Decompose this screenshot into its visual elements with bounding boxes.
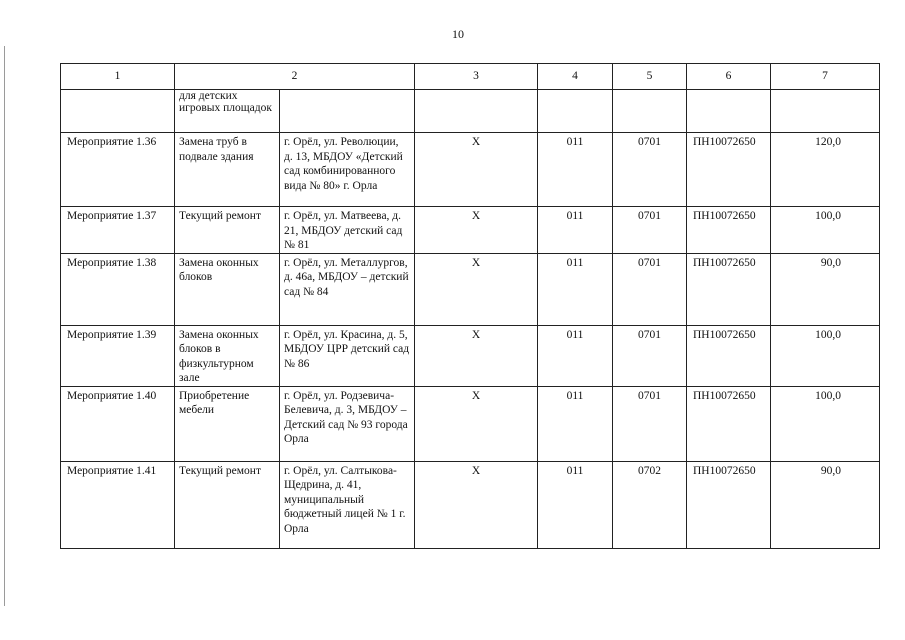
cell-col4: 011 [538,133,613,207]
cell-col5: 0701 [613,207,687,254]
cell-address: г. Орёл, ул. Матвеева, д. 21, МБДОУ детский сад № 81 [280,207,415,254]
cell-col6: ПН10072650 [687,325,771,386]
cell-address [280,90,415,133]
cell-address: г. Орёл, ул. Родзевича-Белевича, д. 3, МБДОУ – Детский сад № 93 города Орла [280,386,415,461]
cell-col4: 011 [538,461,613,548]
cell-address: г. Орёл, ул. Металлургов, д. 46а, МБДОУ – детский сад № 84 [280,253,415,325]
cell-col5: 0702 [613,461,687,548]
cell-col7: 100,0 [771,325,880,386]
cell-event: Мероприятие 1.36 [61,133,175,207]
cell-col5 [613,90,687,133]
cell-event: Мероприятие 1.41 [61,461,175,548]
cell-name: для детских игровых площадок [175,90,280,133]
cell-name: Замена труб в подвале здания [175,133,280,207]
cell-col3: Х [415,325,538,386]
cell-col5: 0701 [613,253,687,325]
cell-name: Текущий ремонт [175,461,280,548]
cell-col4: 011 [538,386,613,461]
table-row [61,133,880,207]
cell-event: Мероприятие 1.40 [61,386,175,461]
cell-col3: Х [415,207,538,254]
cell-address: г. Орёл, ул. Салтыкова-Щедрина, д. 41, муниципальный бюджетный лицей № 1 г. Орла [280,461,415,548]
cell-col6 [687,90,771,133]
page-number: 10 [452,27,464,41]
cell-col5: 0701 [613,325,687,386]
header-cell: 5 [613,64,687,90]
cell-col6: ПН10072650 [687,461,771,548]
header-row [61,64,880,90]
cell-col4: 011 [538,325,613,386]
cell-col7: 100,0 [771,207,880,254]
cell-name: Текущий ремонт [175,207,280,254]
cell-col3: Х [415,253,538,325]
cell-name: Замена оконных блоков [175,253,280,325]
cell-col3 [415,90,538,133]
table-row [61,253,880,325]
table-row [61,325,880,386]
scan-margin-line [4,46,5,606]
cell-col7: 120,0 [771,133,880,207]
cell-name: Замена оконных блоков в физкультурном зале [175,325,280,386]
cell-col7: 90,0 [771,461,880,548]
budget-table [60,63,880,549]
header-cell: 2 [175,64,415,90]
cell-col7 [771,90,880,133]
header-cell: 1 [61,64,175,90]
table-row [61,461,880,548]
cell-col7: 100,0 [771,386,880,461]
header-cell: 3 [415,64,538,90]
cell-col6: ПН10072650 [687,133,771,207]
table-row [61,207,880,254]
cell-col5: 0701 [613,386,687,461]
cell-col3: Х [415,133,538,207]
cell-col7: 90,0 [771,253,880,325]
header-cell: 4 [538,64,613,90]
cell-col6: ПН10072650 [687,207,771,254]
cell-address: г. Орёл, ул. Красина, д. 5, МБДОУ ЦРР детский сад № 86 [280,325,415,386]
cell-col6: ПН10072650 [687,253,771,325]
cell-col3: Х [415,386,538,461]
cell-event: Мероприятие 1.38 [61,253,175,325]
table-row [61,386,880,461]
cell-col3: Х [415,461,538,548]
cell-col6: ПН10072650 [687,386,771,461]
cell-event: Мероприятие 1.39 [61,325,175,386]
cell-name: Приобретение мебели [175,386,280,461]
header-cell: 7 [771,64,880,90]
cell-event [61,90,175,133]
cell-col4: 011 [538,207,613,254]
cell-col4 [538,90,613,133]
cell-col4: 011 [538,253,613,325]
cell-event: Мероприятие 1.37 [61,207,175,254]
cell-col5: 0701 [613,133,687,207]
header-cell: 6 [687,64,771,90]
table-row-continuation [61,90,880,133]
cell-address: г. Орёл, ул. Революции, д. 13, МБДОУ «Детский сад комбинированного вида № 80» г. Орла [280,133,415,207]
